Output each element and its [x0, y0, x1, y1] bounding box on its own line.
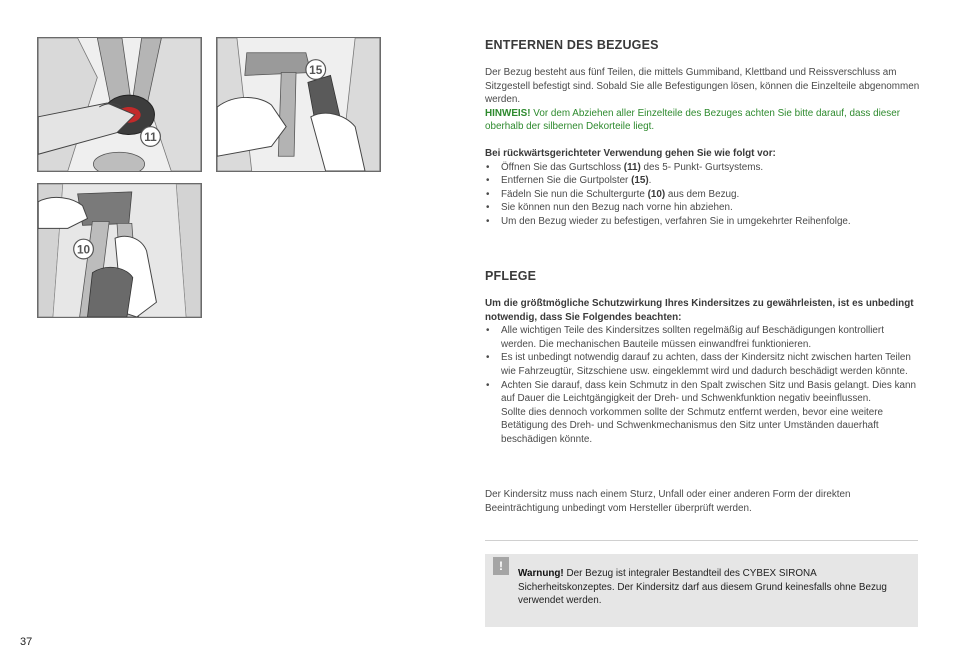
figure-label-15: 15: [309, 62, 323, 77]
step-item: [485, 174, 920, 188]
step-text: Entfernen Sie die Gurtpolster: [501, 175, 632, 187]
bezug-intro-block: [485, 66, 920, 134]
divider: [485, 540, 918, 541]
pflege-item: • Alle wichtigen Teile des Kindersitzes sollten regelmäßig auf Beschädigungen kontrolliert werden. Die mechanischen Bauteile müssen einwandfrei funktionieren.: [485, 324, 920, 351]
pflege-item-extra: Sollte dies dennoch vorkommen sollte der Schmutz entfernt werden, bevor eine weitere Betätigung des Dreh- und Schwenkmechanismus den Sitz unter Umständen dauerhaft beschädigen könnte.: [501, 406, 884, 445]
step-item: [485, 215, 920, 229]
pflege-closing: Der Kindersitz muss nach einem Sturz, Unfall oder einer anderen Form der direkten Beeinträchtigung unbedingt vom Hersteller überprüft werden.: [485, 489, 851, 514]
bezug-steps-block: [485, 147, 920, 229]
step-text: Um den Bezug wieder zu befestigen, verfahren Sie in umgekehrter Reihenfolge.: [501, 215, 851, 227]
step-ref: (11): [623, 161, 641, 173]
buckle-drawing: [38, 38, 201, 171]
shoulder-belts-drawing: [38, 184, 201, 317]
step-item: [485, 161, 920, 175]
bezug-intro: Der Bezug besteht aus fünf Teilen, die mittels Gummiband, Klettband und Reissverschluss am Sitzgestell befestigt sind. Sobald Sie alle Befestigungen lösen, können die Einzelteile abgenommen werden.: [485, 67, 920, 106]
pflege-item-text: • Achten Sie darauf, dass kein Schmutz in den Spalt zwischen Sitz und Basis gelangt. Dies kann auf Dauer die Leichtgängigkeit der Dreh- und Schwenkfunktion negativ beeinflussen.: [501, 379, 916, 405]
hinweis-note: [485, 107, 920, 134]
warning-label: Warnung!: [518, 568, 564, 579]
warning-icon: !: [493, 557, 509, 575]
heading-pflege: PFLEGE: [485, 269, 537, 283]
steps-list: [485, 161, 920, 229]
figure-label-11: 11: [144, 129, 157, 144]
heading-entfernen-des-bezuges: ENTFERNEN DES BEZUGES: [485, 38, 659, 52]
page-number: 37: [20, 636, 33, 648]
pflege-item: [485, 379, 920, 447]
pflege-block: [485, 297, 920, 447]
step-text: Öffnen Sie das Gurtschloss: [501, 161, 624, 173]
hinweis-label: HINWEIS!: [485, 107, 531, 119]
pflege-list: [485, 324, 920, 446]
warning-box: [485, 554, 918, 627]
pflege-lead: Um die größtmögliche Schutzwirkung Ihres Kindersitzes zu gewährleisten, ist es unbedingt notwendig, dass Sie Folgendes beachten:: [485, 298, 914, 323]
step-item: [485, 201, 920, 215]
step-text-end: des 5- Punkt- Gurtsystems.: [640, 161, 764, 173]
step-text-end: aus dem Bezug.: [665, 188, 740, 200]
illustration-shoulder-belts-10: [37, 183, 202, 318]
warning-text-block: [518, 567, 908, 608]
hinweis-text: Vor dem Abziehen aller Einzelteile des Bezuges achten Sie bitte darauf, dass dieser oberhalb der silbernen Dekorteile liegt.: [485, 107, 900, 133]
step-ref: (10): [647, 188, 666, 200]
warning-text: Der Bezug ist integraler Bestandteil des CYBEX SIRONA Sicherheitskonzeptes. Der Kindersitz darf aus diesem Grund keinesfalls ohne Bezug verwendet werden.: [518, 568, 887, 607]
illustration-shoulder-pads-15: [216, 37, 381, 172]
shoulder-pads-drawing: [217, 38, 380, 171]
step-text: Sie können nun den Bezug nach vorne hin abziehen.: [501, 202, 733, 214]
step-item: [485, 188, 920, 202]
illustration-buckle-11: [37, 37, 202, 172]
step-text: Fädeln Sie nun die Schultergurte: [501, 188, 648, 200]
pflege-item: • Es ist unbedingt notwendig darauf zu achten, dass der Kindersitz nicht zwischen harten Teilen wie Fahrzeugtür, Sitzschiene usw. eingeklemmt wird und dadurch beschädigt werden könnte.: [485, 351, 920, 378]
step-ref: (15): [631, 175, 649, 187]
steps-heading: Bei rückwärtsgerichteter Verwendung gehen Sie wie folgt vor:: [485, 148, 776, 159]
step-text-end: .: [648, 175, 652, 187]
figure-label-10: 10: [76, 242, 91, 257]
